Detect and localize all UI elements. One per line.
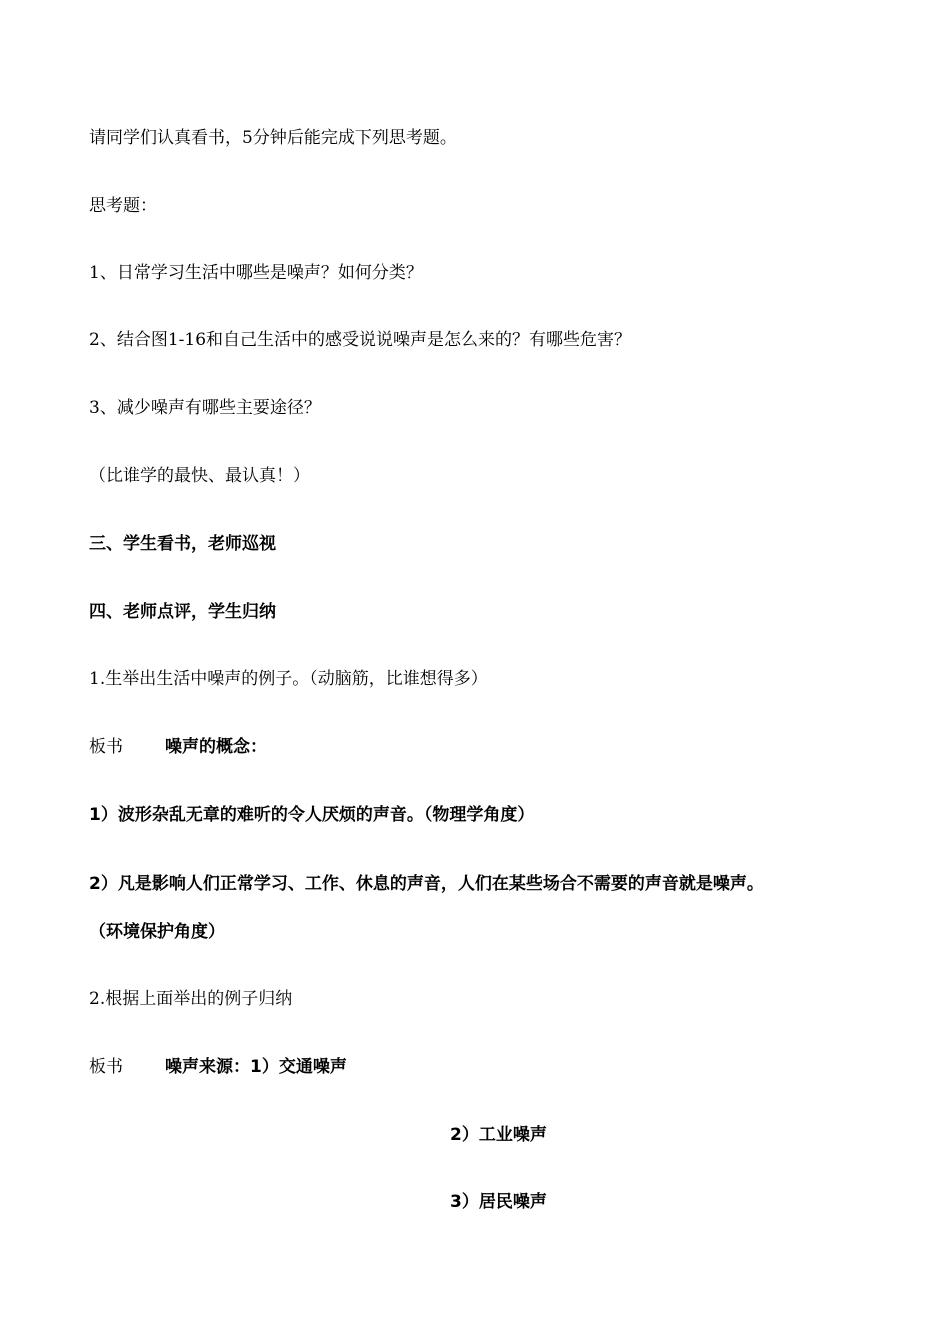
section-4-heading: 四、老师点评，学生归纳 (89, 602, 276, 622)
definition-2-note: （环境保护角度） (89, 922, 225, 942)
definition-2: 2）凡是影响人们正常学习、工作、休息的声音，人们在某些场合不需要的声音就是噪声。 (89, 874, 764, 894)
encouragement-note: （比谁学的最快、最认真！） (89, 466, 310, 486)
intro-text: 请同学们认真看书，5分钟后能完成下列思考题。 (89, 128, 457, 148)
noise-source-2: 2）工业噪声 (450, 1125, 547, 1145)
definition-1: 1）波形杂乱无章的难听的令人厌烦的声音。（物理学角度） (89, 805, 535, 825)
board-1-title: 噪声的概念： (165, 737, 267, 757)
board-2 (89, 1055, 347, 1079)
noise-source-3: 3）居民噪声 (450, 1192, 547, 1212)
board-1 (89, 735, 267, 759)
board-2-title: 噪声来源：1）交通噪声 (165, 1057, 347, 1077)
question-2: 2、结合图1-16和自己生活中的感受说说噪声是怎么来的？有哪些危害？ (89, 330, 632, 350)
questions-heading: 思考题： (89, 196, 157, 216)
step-1-text: 1.生举出生活中噪声的例子。（动脑筋，比谁想得多） (89, 669, 488, 689)
step-2-text: 2.根据上面举出的例子归纳 (89, 989, 293, 1009)
question-3: 3、减少噪声有哪些主要途径？ (89, 398, 321, 418)
section-3-heading: 三、学生看书，老师巡视 (89, 534, 276, 554)
question-1: 1、日常学习生活中哪些是噪声？如何分类？ (89, 263, 423, 283)
board-2-label: 板书 (89, 1057, 123, 1077)
board-1-label: 板书 (89, 737, 123, 757)
